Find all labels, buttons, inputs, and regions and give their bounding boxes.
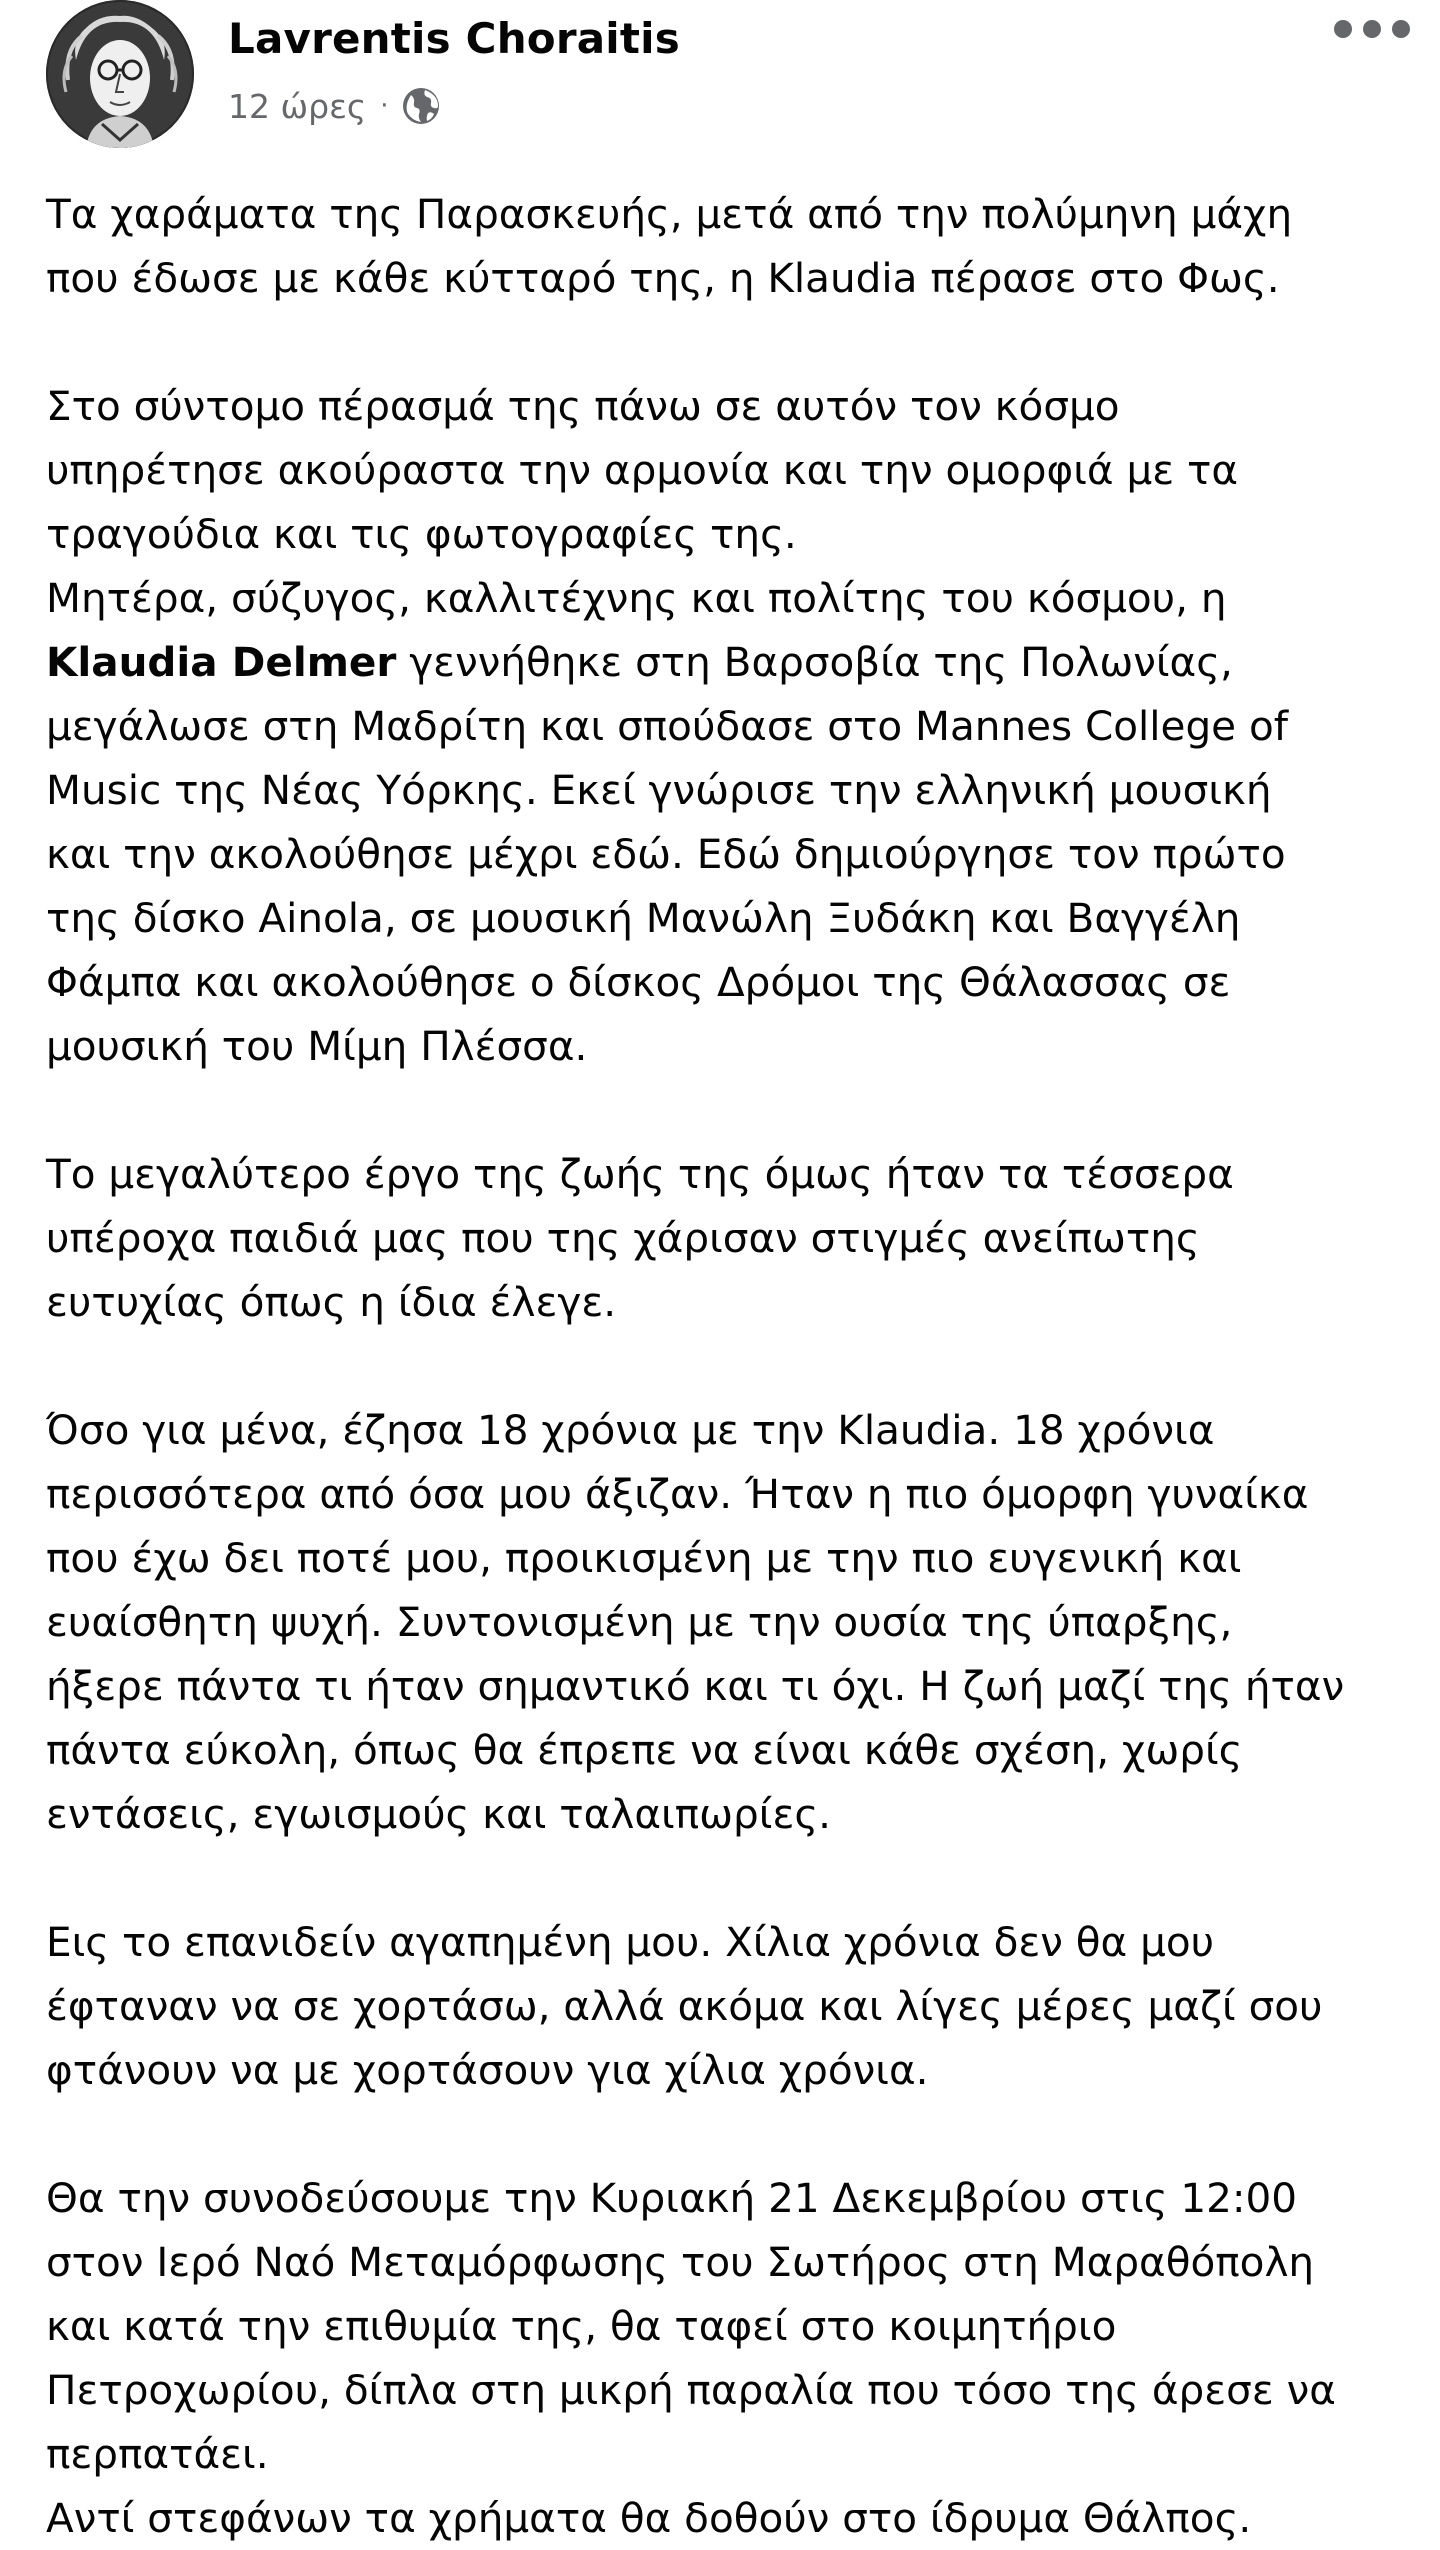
post-paragraph: [46, 182, 1426, 310]
post-line: περπατάει.: [46, 2430, 269, 2478]
post-line: περισσότερα από όσα μου άξιζαν. Ήταν η πιο όμορφη γυναίκα: [46, 1470, 1309, 1518]
post-paragraph: [46, 2166, 1426, 2550]
meta-separator: ·: [380, 91, 389, 121]
globe-icon[interactable]: [401, 86, 441, 126]
more-dot: [1363, 20, 1381, 38]
post-header: [0, 0, 1440, 160]
post-line: εντάσεις, εγωισμούς και ταλαιπωρίες.: [46, 1790, 831, 1838]
post-line: Τα χαράματα της Παρασκευής, μετά από την πολύμηνη μάχη: [46, 190, 1293, 238]
post-line: υπηρέτησε ακούραστα την αρμονία και την ομορφιά με τα: [46, 446, 1239, 494]
post-meta: [228, 82, 441, 130]
avatar-illustration-icon: [46, 0, 194, 148]
post-line: Music της Νέας Υόρκης. Εκεί γνώρισε την ελληνική μουσική: [46, 766, 1272, 814]
post-line: Φάμπα και ακολούθησε ο δίσκος Δρόμοι της Θάλασσας σε: [46, 958, 1231, 1006]
more-options-button[interactable]: [1334, 12, 1410, 46]
post-line: και κατά την επιθυμία της, θα ταφεί στο κοιμητήριο: [46, 2302, 1117, 2350]
post-line: τραγούδια και τις φωτογραφίες της.: [46, 510, 797, 558]
post-line-rest: γεννήθηκε στη Βαρσοβία της Πολωνίας,: [396, 638, 1233, 686]
post-line: μουσική του Μίμη Πλέσσα.: [46, 1022, 588, 1070]
post-line: που έδωσε με κάθε κύτταρό της, η Klaudia πέρασε στο Φως.: [46, 254, 1280, 302]
paragraph-gap: [46, 1078, 1426, 1142]
post-paragraph: [46, 374, 1426, 1078]
post-line: μεγάλωσε στη Μαδρίτη και σπούδασε στο Mannes College of: [46, 702, 1289, 750]
post-line: Αντί στεφάνων τα χρήματα θα δοθούν στο ίδρυμα Θάλπος.: [46, 2494, 1252, 2542]
post-paragraph: [46, 1398, 1426, 1846]
bold-name: Klaudia Delmer: [46, 638, 397, 686]
paragraph-gap: [46, 1846, 1426, 1910]
post-line: Θα την συνοδεύσουμε την Κυριακή 21 Δεκεμβρίου στις 12:00: [46, 2174, 1298, 2222]
more-dot: [1392, 20, 1410, 38]
post-line: Το μεγαλύτερο έργο της ζωής της όμως ήταν τα τέσσερα: [46, 1150, 1234, 1198]
paragraph-gap: [46, 1334, 1426, 1398]
post-line: έφταναν να σε χορτάσω, αλλά ακόμα και λίγες μέρες μαζί σου: [46, 1982, 1323, 2030]
post-paragraph: [46, 1910, 1426, 2102]
post-line: Όσο για μένα, έζησα 18 χρόνια με την Klaudia. 18 χρόνια: [46, 1406, 1215, 1454]
post-line: ήξερε πάντα τι ήταν σημαντικό και τι όχι. Η ζωή μαζί της ήταν: [46, 1662, 1345, 1710]
post-line: ευαίσθητη ψυχή. Συντονισμένη με την ουσία της ύπαρξης,: [46, 1598, 1233, 1646]
post-timestamp[interactable]: 12 ώρες: [228, 86, 367, 126]
post-line: φτάνουν να με χορτάσουν για χίλια χρόνια.: [46, 2046, 929, 2094]
post-line: [46, 630, 1426, 694]
author-name[interactable]: Lavrentis Choraitis: [228, 14, 680, 63]
more-dot: [1334, 20, 1352, 38]
post-line: που έχω δει ποτέ μου, προικισμένη με την πιο ευγενική και: [46, 1534, 1242, 1582]
post-paragraph: [46, 1142, 1426, 1334]
author-avatar[interactable]: [46, 0, 194, 148]
paragraph-gap: [46, 310, 1426, 374]
post-line: Πετροχωρίου, δίπλα στη μικρή παραλία που τόσο της άρεσε να: [46, 2366, 1336, 2414]
post-line: πάντα εύκολη, όπως θα έπρεπε να είναι κάθε σχέση, χωρίς: [46, 1726, 1243, 1774]
post-line: υπέροχα παιδιά μας που της χάρισαν στιγμές ανείπωτης: [46, 1214, 1200, 1262]
post-line: Μητέρα, σύζυγος, καλλιτέχνης και πολίτης του κόσμου, η: [46, 574, 1227, 622]
post-line: στον Ιερό Ναό Μεταμόρφωσης του Σωτήρος στη Μαραθόπολη: [46, 2238, 1315, 2286]
post-line: Εις το επανιδείν αγαπημένη μου. Χίλια χρόνια δεν θα μου: [46, 1918, 1215, 1966]
post-line: ευτυχίας όπως η ίδια έλεγε.: [46, 1278, 617, 1326]
post-line: της δίσκο Ainola, σε μουσική Μανώλη Ξυδάκη και Βαγγέλη: [46, 894, 1241, 942]
post-body: [46, 182, 1426, 2550]
paragraph-gap: [46, 2102, 1426, 2166]
post-line: και την ακολούθησε μέχρι εδώ. Εδώ δημιούργησε τον πρώτο: [46, 830, 1286, 878]
post-line: Στο σύντομο πέρασμά της πάνω σε αυτόν τον κόσμο: [46, 382, 1120, 430]
